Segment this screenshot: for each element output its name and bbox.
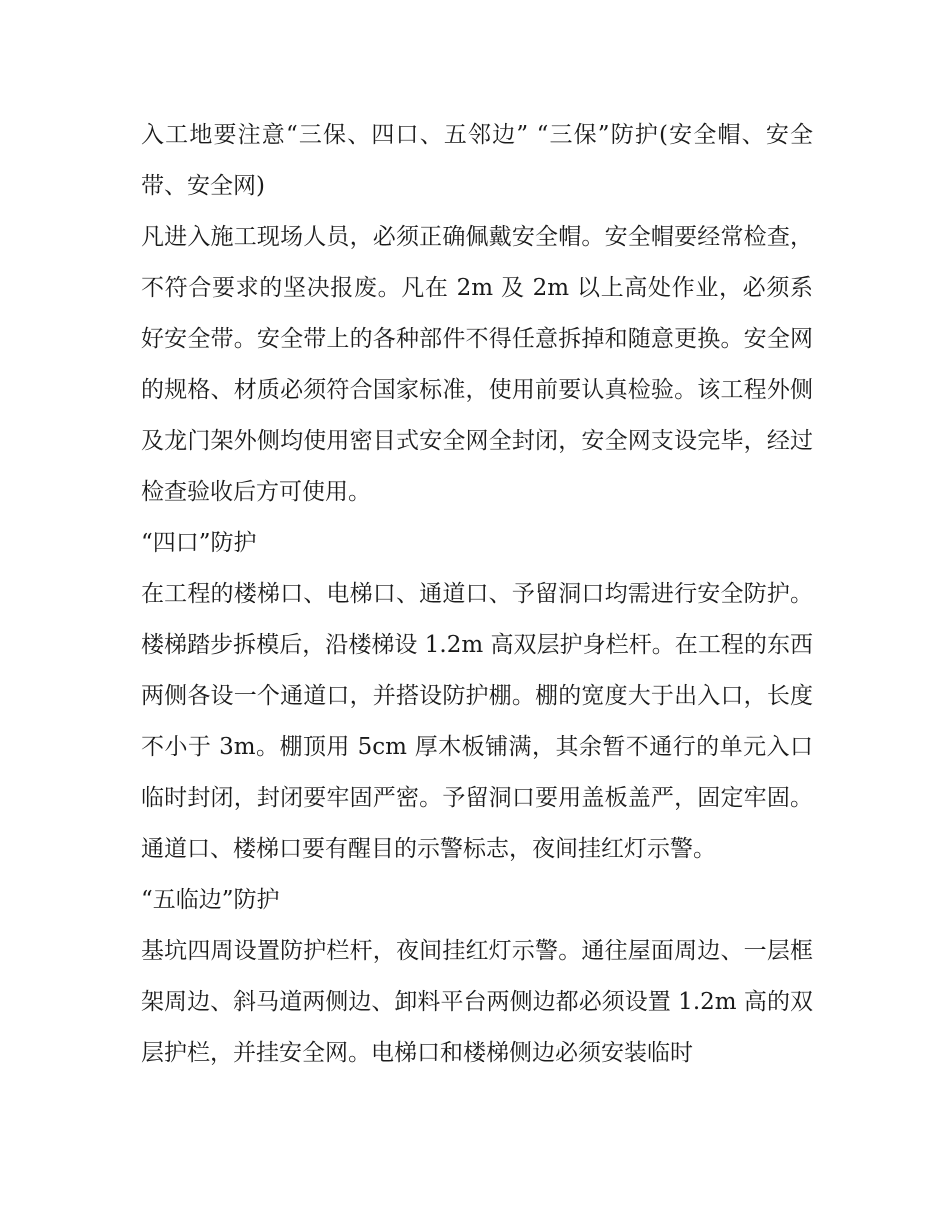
heading-four-openings: “四口”防护 bbox=[141, 530, 257, 556]
paragraph-intro: 入工地要注意“三保、四口、五邻边” “三保”防护(安全帽、安全带、安全网) bbox=[141, 122, 813, 199]
paragraph-four-openings: 在工程的楼梯口、电梯口、通道口、予留洞口均需进行安全防护。楼梯踏步拆模后，沿楼梯设 1.2m 高双层护身栏杆。在工程的东西两侧各设一个通道口，并搭设防护棚。棚的宽度大于出入口，长度不小于 3m。棚顶用 5cm 厚木板铺满，其余暂不通行的单元入口临时封闭，封闭要牢固严密。予留洞口要用盖板盖严，固定牢固。通道口、楼梯口要有醒目的示警标志，夜间挂红灯示警。 bbox=[141, 581, 813, 862]
heading-five-edges: “五临边”防护 bbox=[141, 887, 280, 913]
document-body bbox=[141, 110, 813, 1079]
paragraph-five-edges: 基坑四周设置防护栏杆，夜间挂红灯示警。通往屋面周边、一层框架周边、斜马道两侧边、卸料平台两侧边都必须设置 1.2m 高的双层护栏，并挂安全网。电梯口和楼梯侧边必须安装临时 bbox=[141, 938, 813, 1066]
paragraph-three-protections: 凡进入施工现场人员，必须正确佩戴安全帽。安全帽要经常检查，不符合要求的坚决报废。凡在 2m 及 2m 以上高处作业，必须系好安全带。安全带上的各种部件不得任意拆掉和随意更换。安全网的规格、材质必须符合国家标准，使用前要认真检验。该工程外侧及龙门架外侧均使用密目式安全网全封闭，安全网支设完毕，经过检查验收后方可使用。 bbox=[141, 224, 813, 505]
